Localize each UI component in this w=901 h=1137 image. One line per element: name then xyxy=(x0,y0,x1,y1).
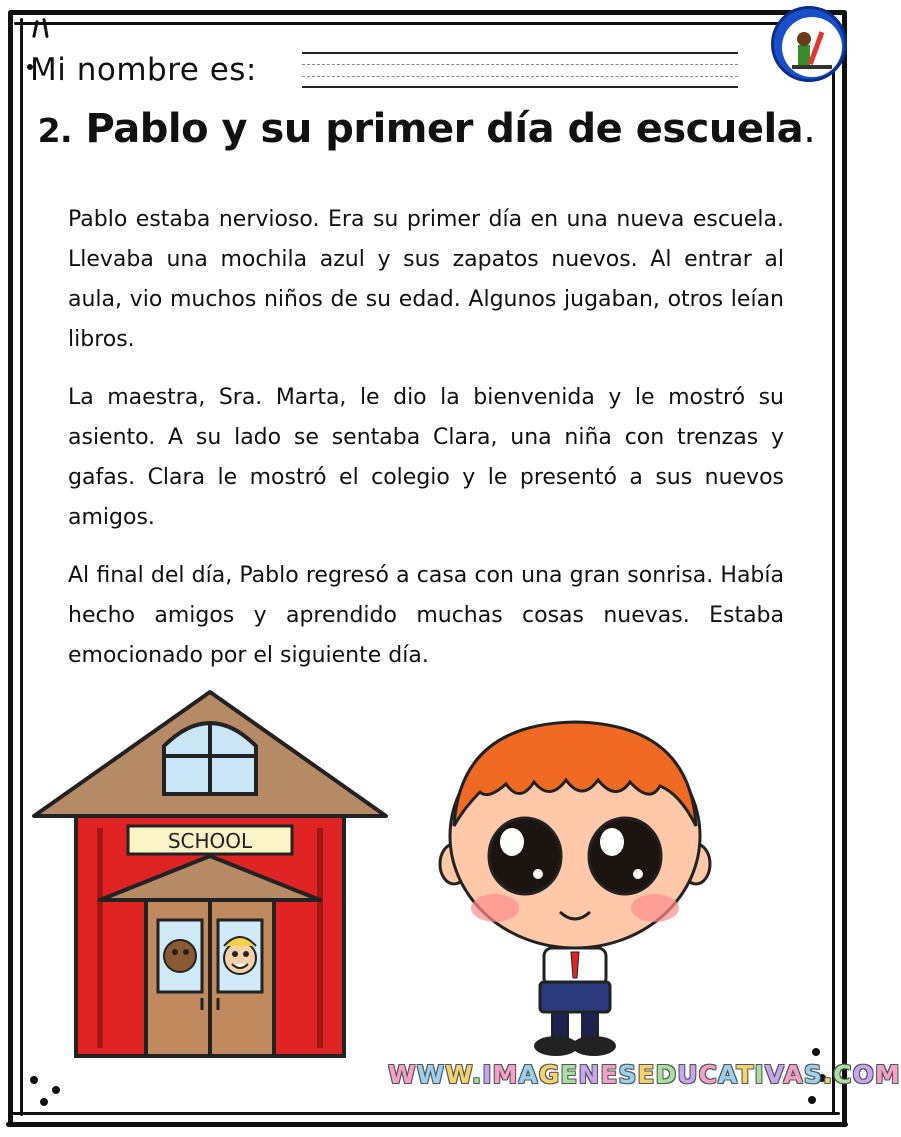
website-letter: O xyxy=(852,1060,875,1089)
story-paragraph: La maestra, Sra. Marta, le dio la bienvenida y le mostró su asiento. A su lado se sentaba Clara, una niña con trenzas y gafas. Clara le mostró el colegio y le presentó a sus nuevos amigos. xyxy=(68,385,784,530)
brand-logo xyxy=(771,6,847,82)
website-letter: I xyxy=(482,1060,493,1089)
website-letter: D xyxy=(655,1060,678,1089)
website-letter: N xyxy=(578,1060,601,1089)
website-letter: . xyxy=(471,1060,483,1089)
website-letter: A xyxy=(783,1060,804,1089)
website-letter: A xyxy=(518,1060,539,1089)
school-illustration xyxy=(30,688,390,1058)
website-letter: U xyxy=(677,1060,699,1089)
boy-illustration xyxy=(440,716,710,1061)
website-letter: . xyxy=(822,1060,834,1089)
website-letter: M xyxy=(492,1060,519,1089)
website-letter: C xyxy=(698,1060,718,1089)
title-period: . xyxy=(803,106,816,152)
website-letter: C xyxy=(833,1060,853,1089)
website-text xyxy=(388,1060,901,1089)
website-letter: G xyxy=(538,1060,561,1089)
website-letter: W xyxy=(388,1060,417,1089)
title-text: Pablo y su primer día de escuela xyxy=(85,106,804,152)
website-letter: E xyxy=(560,1060,579,1089)
website-letter: S xyxy=(618,1060,638,1089)
website-letter: E xyxy=(600,1060,619,1089)
story-text xyxy=(68,200,784,694)
website-letter: I xyxy=(754,1060,765,1089)
website-letter: S xyxy=(803,1060,823,1089)
website-letter: A xyxy=(717,1060,737,1089)
website-letter: W xyxy=(445,1060,472,1089)
title-number: 2. xyxy=(37,111,73,150)
website-letter: V xyxy=(764,1060,784,1089)
website-letter: E xyxy=(637,1060,656,1089)
school-sign-text: SCHOOL xyxy=(167,829,253,853)
page-title xyxy=(0,106,853,152)
story-paragraph: Al final del día, Pablo regresó a casa con una gran sonrisa. Había hecho amigos y aprendido muchas cosas nuevas. Estaba emocionado por el siguiente día. xyxy=(68,563,784,668)
name-label: Mi nombre es: xyxy=(30,52,257,88)
story-paragraph: Pablo estaba nervioso. Era su primer día en una nueva escuela. Llevaba una mochila azul y sus zapatos nuevos. Al entrar al aula, vio muchos niños de su edad. Algunos jugaban, otros leían libros. xyxy=(68,207,784,352)
website-letter: T xyxy=(736,1060,755,1089)
website-letter: W xyxy=(416,1060,446,1089)
website-letter: M xyxy=(874,1060,901,1089)
website-footer xyxy=(388,1060,901,1089)
